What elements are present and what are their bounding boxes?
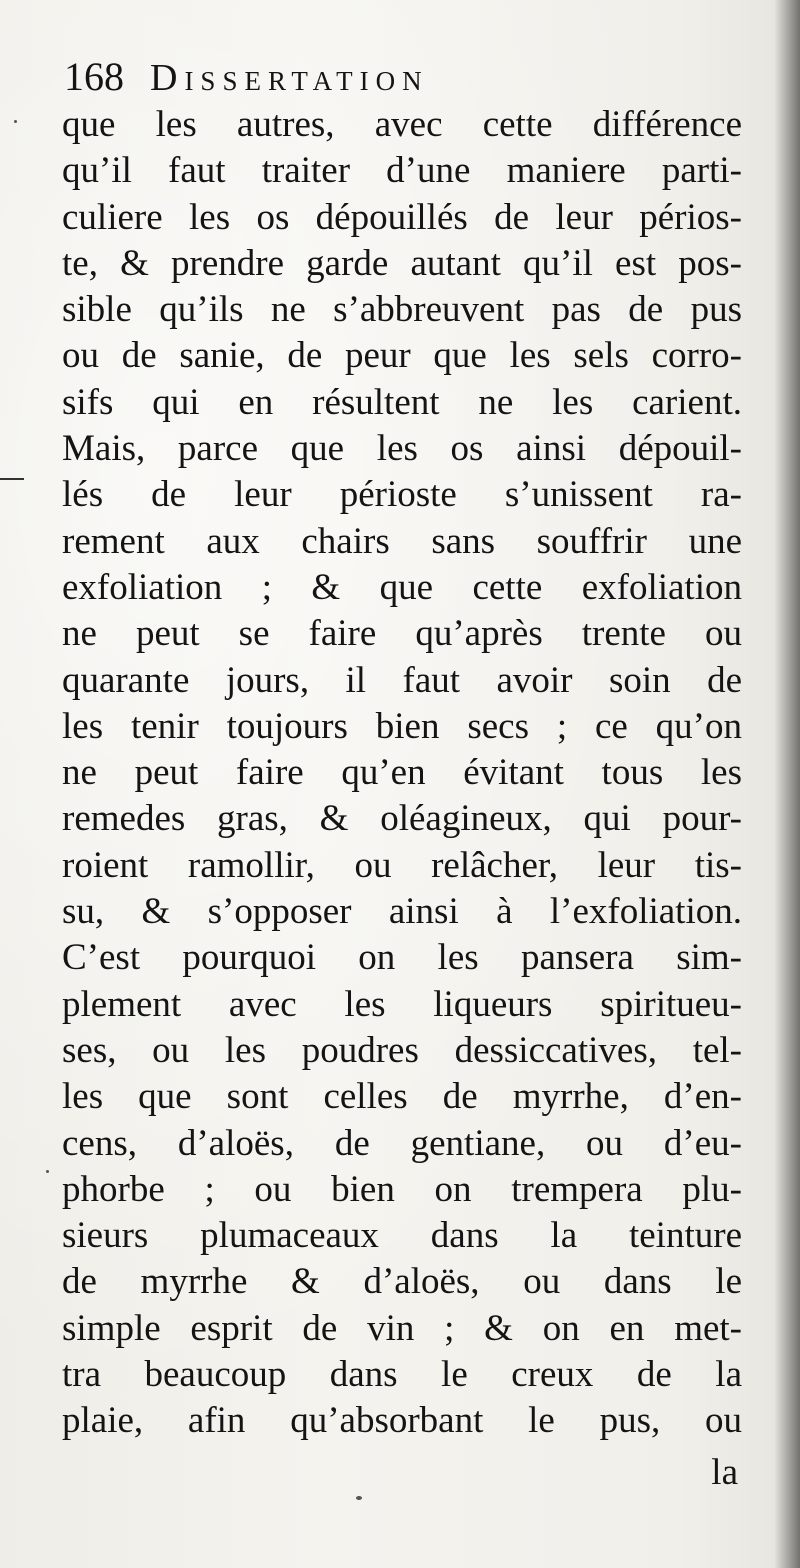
text-line: sible qu’ils ne s’abbreuvent pas de pus	[62, 289, 742, 331]
text-line: plaie, afin qu’absorbant le pus, ou	[62, 1400, 742, 1442]
text-line: que les autres, avec cette différence	[62, 104, 742, 145]
catchword: la	[711, 1452, 738, 1493]
ink-speck	[356, 1496, 362, 1500]
text-line: phorbe ; ou bien on trempera plu-	[62, 1168, 742, 1210]
text-line: roient ramollir, ou relâcher, leur tis-	[62, 844, 742, 886]
text-line: sifs qui en résultent ne les carient.	[62, 381, 742, 423]
text-line: ne peut faire qu’en évitant tous les	[62, 752, 742, 794]
text-line: C’est pourquoi on les pansera sim-	[62, 937, 742, 979]
text-line: les tenir toujours bien secs ; ce qu’on	[62, 705, 742, 747]
text-line: cens, d’aloës, de gentiane, ou d’eu-	[62, 1122, 742, 1164]
text-line: ou de sanie, de peur que les sels corro-	[62, 335, 742, 377]
text-line: simple esprit de vin ; & on en met-	[62, 1307, 742, 1349]
page-number: 168	[64, 54, 124, 99]
body-text	[62, 102, 742, 1445]
text-line: qu’il faut traiter d’une maniere parti-	[62, 150, 742, 192]
text-line: ses, ou les poudres dessiccatives, tel-	[62, 1029, 742, 1071]
text-line: les que sont celles de myrrhe, d’en-	[62, 1076, 742, 1118]
ink-speck	[46, 1170, 49, 1173]
text-line: culiere les os dépouillés de leur périos-	[62, 196, 742, 238]
text-line: sieurs plumaceaux dans la teinture	[62, 1215, 742, 1257]
ink-speck	[14, 120, 17, 123]
text-line: remedes gras, & oléagineux, qui pour-	[62, 798, 742, 840]
running-header	[64, 52, 429, 102]
margin-mark	[0, 478, 24, 480]
text-line: tra beaucoup dans le creux de la	[62, 1354, 742, 1396]
text-line: ne peut se faire qu’après trente ou	[62, 613, 742, 655]
running-title: Dissertation	[150, 57, 429, 99]
text-line: lés de leur périoste s’unissent ra-	[62, 474, 742, 516]
text-line: Mais, parce que les os ainsi dépouil-	[62, 428, 742, 470]
page-gutter-shadow	[774, 0, 800, 1568]
text-line: plement avec les liqueurs spiritueu-	[62, 983, 742, 1025]
text-line: su, & s’opposer ainsi à l’exfoliation.	[62, 891, 742, 933]
text-line: te, & prendre garde autant qu’il est pos-	[62, 242, 742, 284]
text-line: rement aux chairs sans souffrir une	[62, 520, 742, 562]
text-line: de myrrhe & d’aloës, ou dans le	[62, 1261, 742, 1303]
text-line: exfoliation ; & que cette exfoliation	[62, 566, 742, 608]
text-line: quarante jours, il faut avoir soin de	[62, 659, 742, 701]
